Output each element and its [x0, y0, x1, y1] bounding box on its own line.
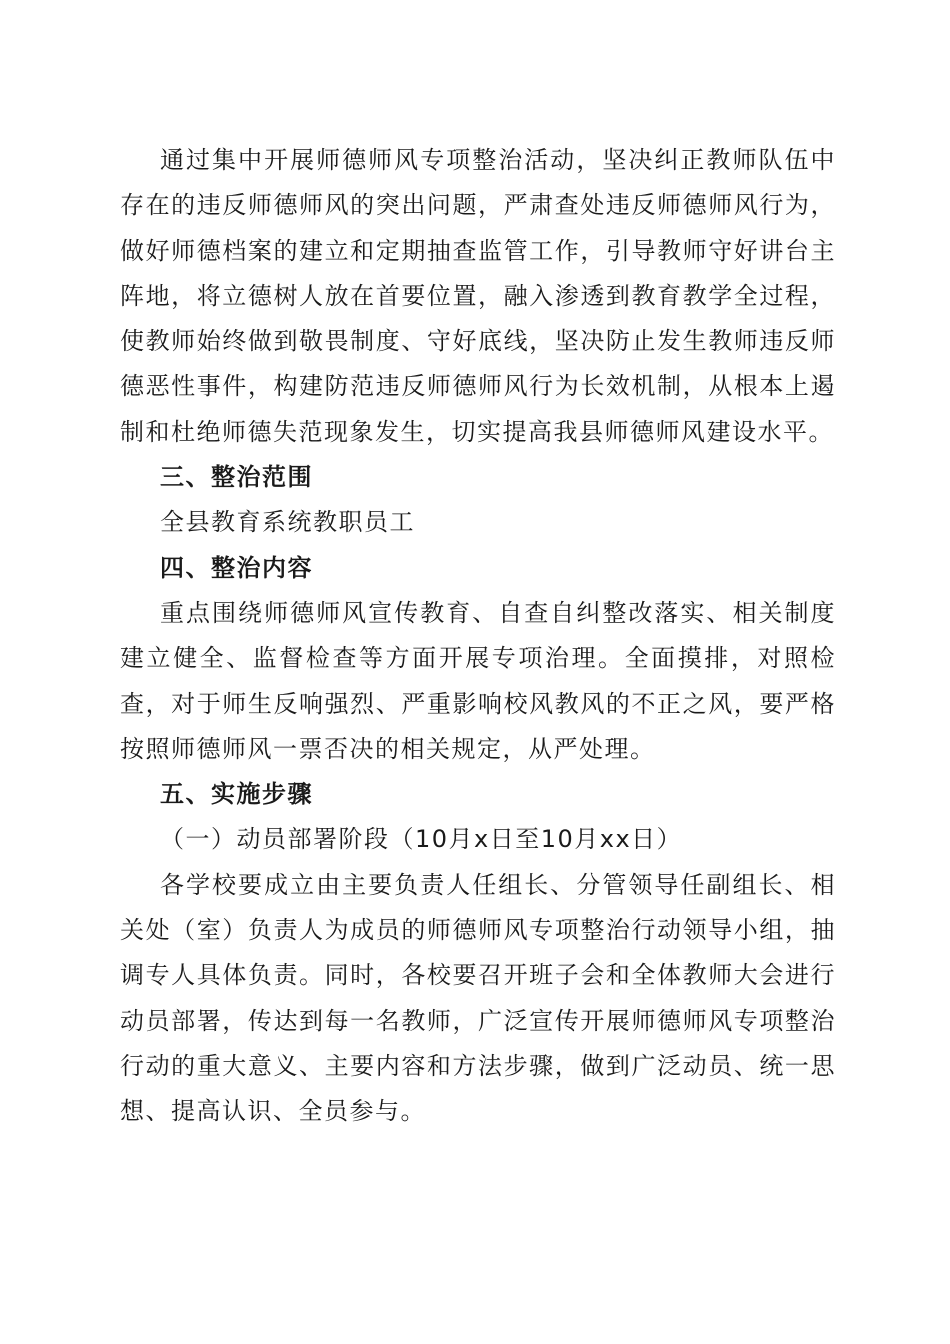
mobilization-paragraph: 各学校要成立由主要负责人任组长、分管领导任副组长、相关处（室）负责人为成员的师德师风专项整治行动领导小组，抽调专人具体负责。同时，各校要召开班子会和全体教师大会进行动员部署，传达到每一名教师，广泛宣传开展师德师风专项整治行动的重大意义、主要内容和方法步骤，做到广泛动员、统一思想、提高认识、全员参与。	[120, 870, 836, 1126]
section-heading-scope: 三、整治范围	[160, 463, 313, 492]
scope-paragraph: 全县教育系统教职员工	[160, 508, 415, 537]
document-body	[120, 138, 836, 1135]
content-paragraph: 重点围绕师德师风宣传教育、自查自纠整改落实、相关制度建立健全、监督检查等方面开展专项治理。全面摸排，对照检查，对于师生反响强烈、严重影响校风教风的不正之风，要严格按照师德师风一票否决的相关规定，从严处理。	[120, 598, 836, 763]
section-heading-content: 四、整治内容	[160, 553, 313, 582]
stage-heading-mobilization: （一）动员部署阶段（10月x日至10月xx日）	[160, 825, 683, 854]
goal-paragraph: 通过集中开展师德师风专项整治活动，坚决纠正教师队伍中存在的违反师德师风的突出问题，严肃查处违反师德师风行为，做好师德档案的建立和定期抽查监管工作，引导教师守好讲台主阵地，将立德树人放在首要位置，融入渗透到教育教学全过程，使教师始终做到敬畏制度、守好底线，坚决防止发生教师违反师德恶性事件，构建防范违反师德师风行为长效机制，从根本上遏制和杜绝师德失范现象发生，切实提高我县师德师风建设水平。	[120, 146, 836, 446]
section-heading-steps: 五、实施步骤	[160, 780, 313, 809]
